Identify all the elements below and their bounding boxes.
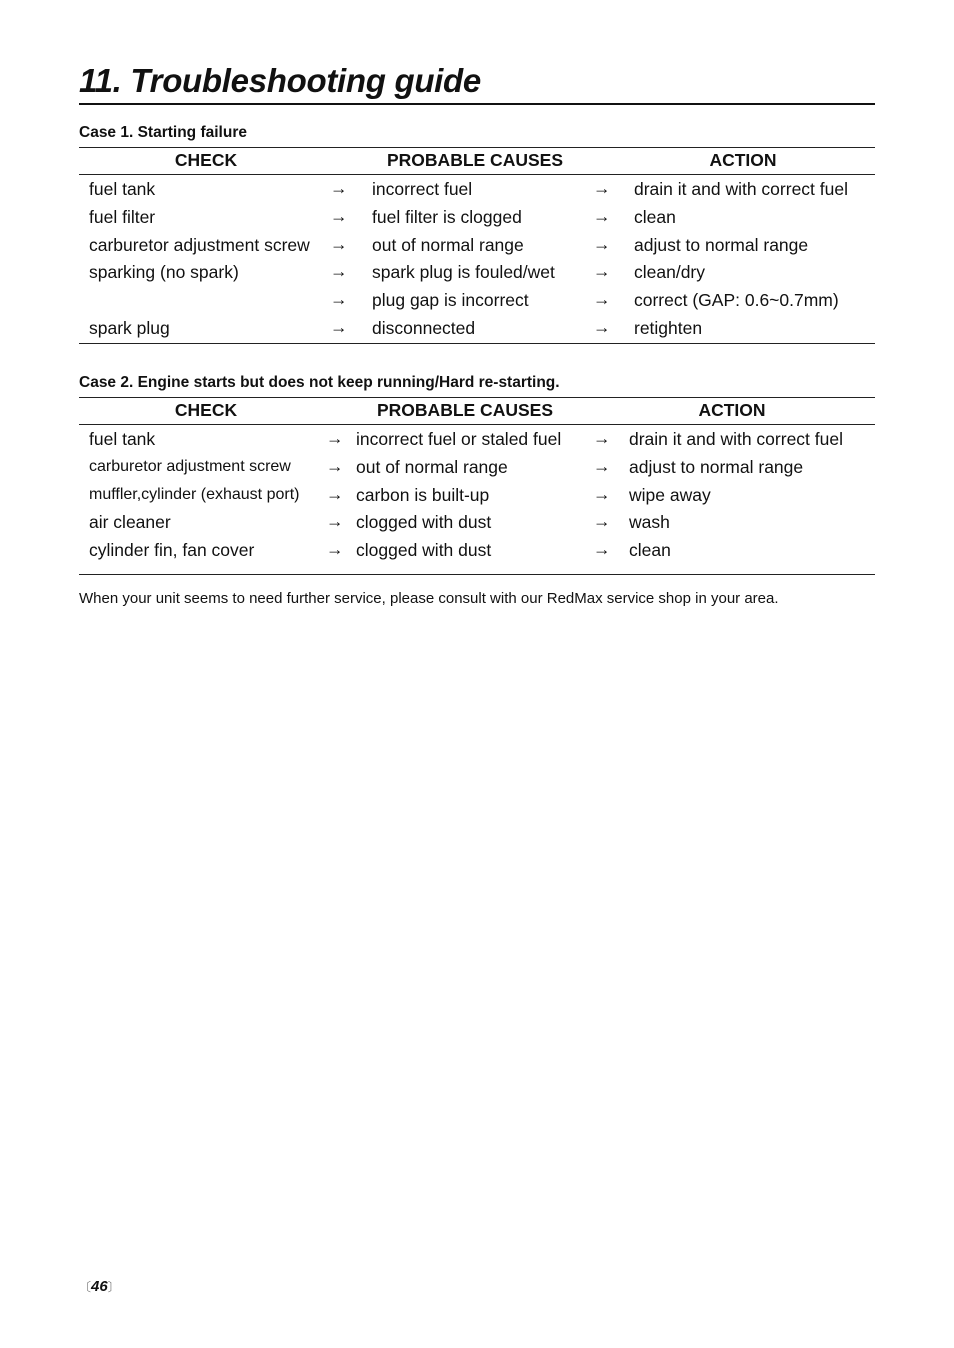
arrow-icon: →: [326, 428, 344, 448]
cause-cell: carbon is built-up: [356, 485, 490, 505]
action-cell: adjust to normal range: [629, 457, 804, 477]
table-row: [0, 538, 954, 566]
arrow-icon: →: [593, 511, 611, 531]
table-row: [0, 483, 954, 511]
action-cell: correct (GAP: 0.6~0.7mm): [634, 290, 839, 310]
check-cell: air cleaner: [89, 512, 171, 532]
check-cell: muffler,cylinder (exhaust port): [89, 486, 300, 503]
check-cell: cylinder fin, fan cover: [89, 540, 255, 560]
cause-cell: spark plug is fouled/wet: [372, 262, 555, 282]
action-cell: wash: [629, 512, 670, 532]
check-cell: fuel tank: [89, 179, 156, 199]
table-row: [0, 455, 954, 483]
page-number: [79, 1278, 120, 1295]
action-cell: drain it and with correct fuel: [634, 179, 848, 199]
cause-cell: disconnected: [372, 318, 476, 338]
case1-header-action: ACTION: [709, 150, 777, 170]
cause-cell: incorrect fuel or staled fuel: [356, 429, 562, 449]
action-cell: drain it and with correct fuel: [629, 429, 843, 449]
arrow-icon: →: [330, 317, 348, 337]
arrow-icon: →: [593, 317, 611, 337]
case2-header-action: ACTION: [698, 400, 766, 420]
arrow-icon: →: [326, 456, 344, 476]
cause-cell: incorrect fuel: [372, 179, 473, 199]
table-row: [0, 177, 954, 205]
action-cell: clean/dry: [634, 262, 706, 282]
check-cell: fuel filter: [89, 207, 156, 227]
arrow-icon: →: [326, 484, 344, 504]
arrow-icon: →: [593, 484, 611, 504]
arrow-icon: →: [593, 261, 611, 281]
arrow-icon: →: [593, 206, 611, 226]
service-note: When your unit seems to need further service, please consult with our RedMax service shop in your area.: [79, 590, 779, 607]
cause-cell: fuel filter is clogged: [372, 207, 522, 227]
arrow-icon: →: [593, 234, 611, 254]
arrow-icon: →: [330, 234, 348, 254]
title-underline: [79, 103, 875, 105]
table-row: [0, 316, 954, 344]
page-number-value: 46: [91, 1278, 108, 1295]
check-cell: carburetor adjustment screw: [89, 235, 310, 255]
arrow-icon: →: [326, 511, 344, 531]
check-cell: carburetor adjustment screw: [89, 458, 291, 475]
cause-cell: out of normal range: [372, 235, 524, 255]
arrow-icon: →: [326, 539, 344, 559]
arrow-icon: →: [593, 178, 611, 198]
case1-heading: Case 1. Starting failure: [79, 124, 247, 141]
table-row: [0, 427, 954, 455]
check-cell: sparking (no spark): [89, 262, 239, 282]
arrow-icon: →: [330, 261, 348, 281]
case1-bottom-rule: [79, 343, 875, 344]
cause-cell: out of normal range: [356, 457, 508, 477]
table-row: [0, 288, 954, 316]
case1-header-causes: PROBABLE CAUSES: [387, 150, 563, 170]
table-row: [0, 233, 954, 261]
table-row: [0, 205, 954, 233]
case2-header-rule: [79, 424, 875, 425]
case2-bottom-rule: [79, 574, 875, 575]
arrow-icon: →: [593, 539, 611, 559]
arrow-icon: →: [330, 289, 348, 309]
case1-header-rule: [79, 174, 875, 175]
arrow-icon: →: [330, 178, 348, 198]
table-row: [0, 260, 954, 288]
arrow-icon: →: [593, 289, 611, 309]
cause-cell: plug gap is incorrect: [372, 290, 529, 310]
arrow-icon: →: [593, 428, 611, 448]
page-title: 11. Troubleshooting guide: [79, 62, 481, 99]
case2-header-check: CHECK: [174, 400, 238, 420]
cause-cell: clogged with dust: [356, 512, 492, 532]
page-bracket-left: 〔: [79, 1280, 92, 1294]
check-cell: spark plug: [89, 318, 170, 338]
case2-top-rule: [79, 397, 875, 398]
case1-top-rule: [79, 147, 875, 148]
action-cell: retighten: [634, 318, 703, 338]
action-cell: clean: [634, 207, 676, 227]
action-cell: wipe away: [629, 485, 711, 505]
case2-header-causes: PROBABLE CAUSES: [377, 400, 553, 420]
action-cell: clean: [629, 540, 671, 560]
arrow-icon: →: [330, 206, 348, 226]
action-cell: adjust to normal range: [634, 235, 809, 255]
arrow-icon: →: [593, 456, 611, 476]
page-bracket-right: 〕: [107, 1280, 120, 1294]
case1-header-check: CHECK: [174, 150, 238, 170]
cause-cell: clogged with dust: [356, 540, 492, 560]
check-cell: fuel tank: [89, 429, 156, 449]
table-row: [0, 510, 954, 538]
case2-heading: Case 2. Engine starts but does not keep running/Hard re-starting.: [79, 374, 560, 391]
